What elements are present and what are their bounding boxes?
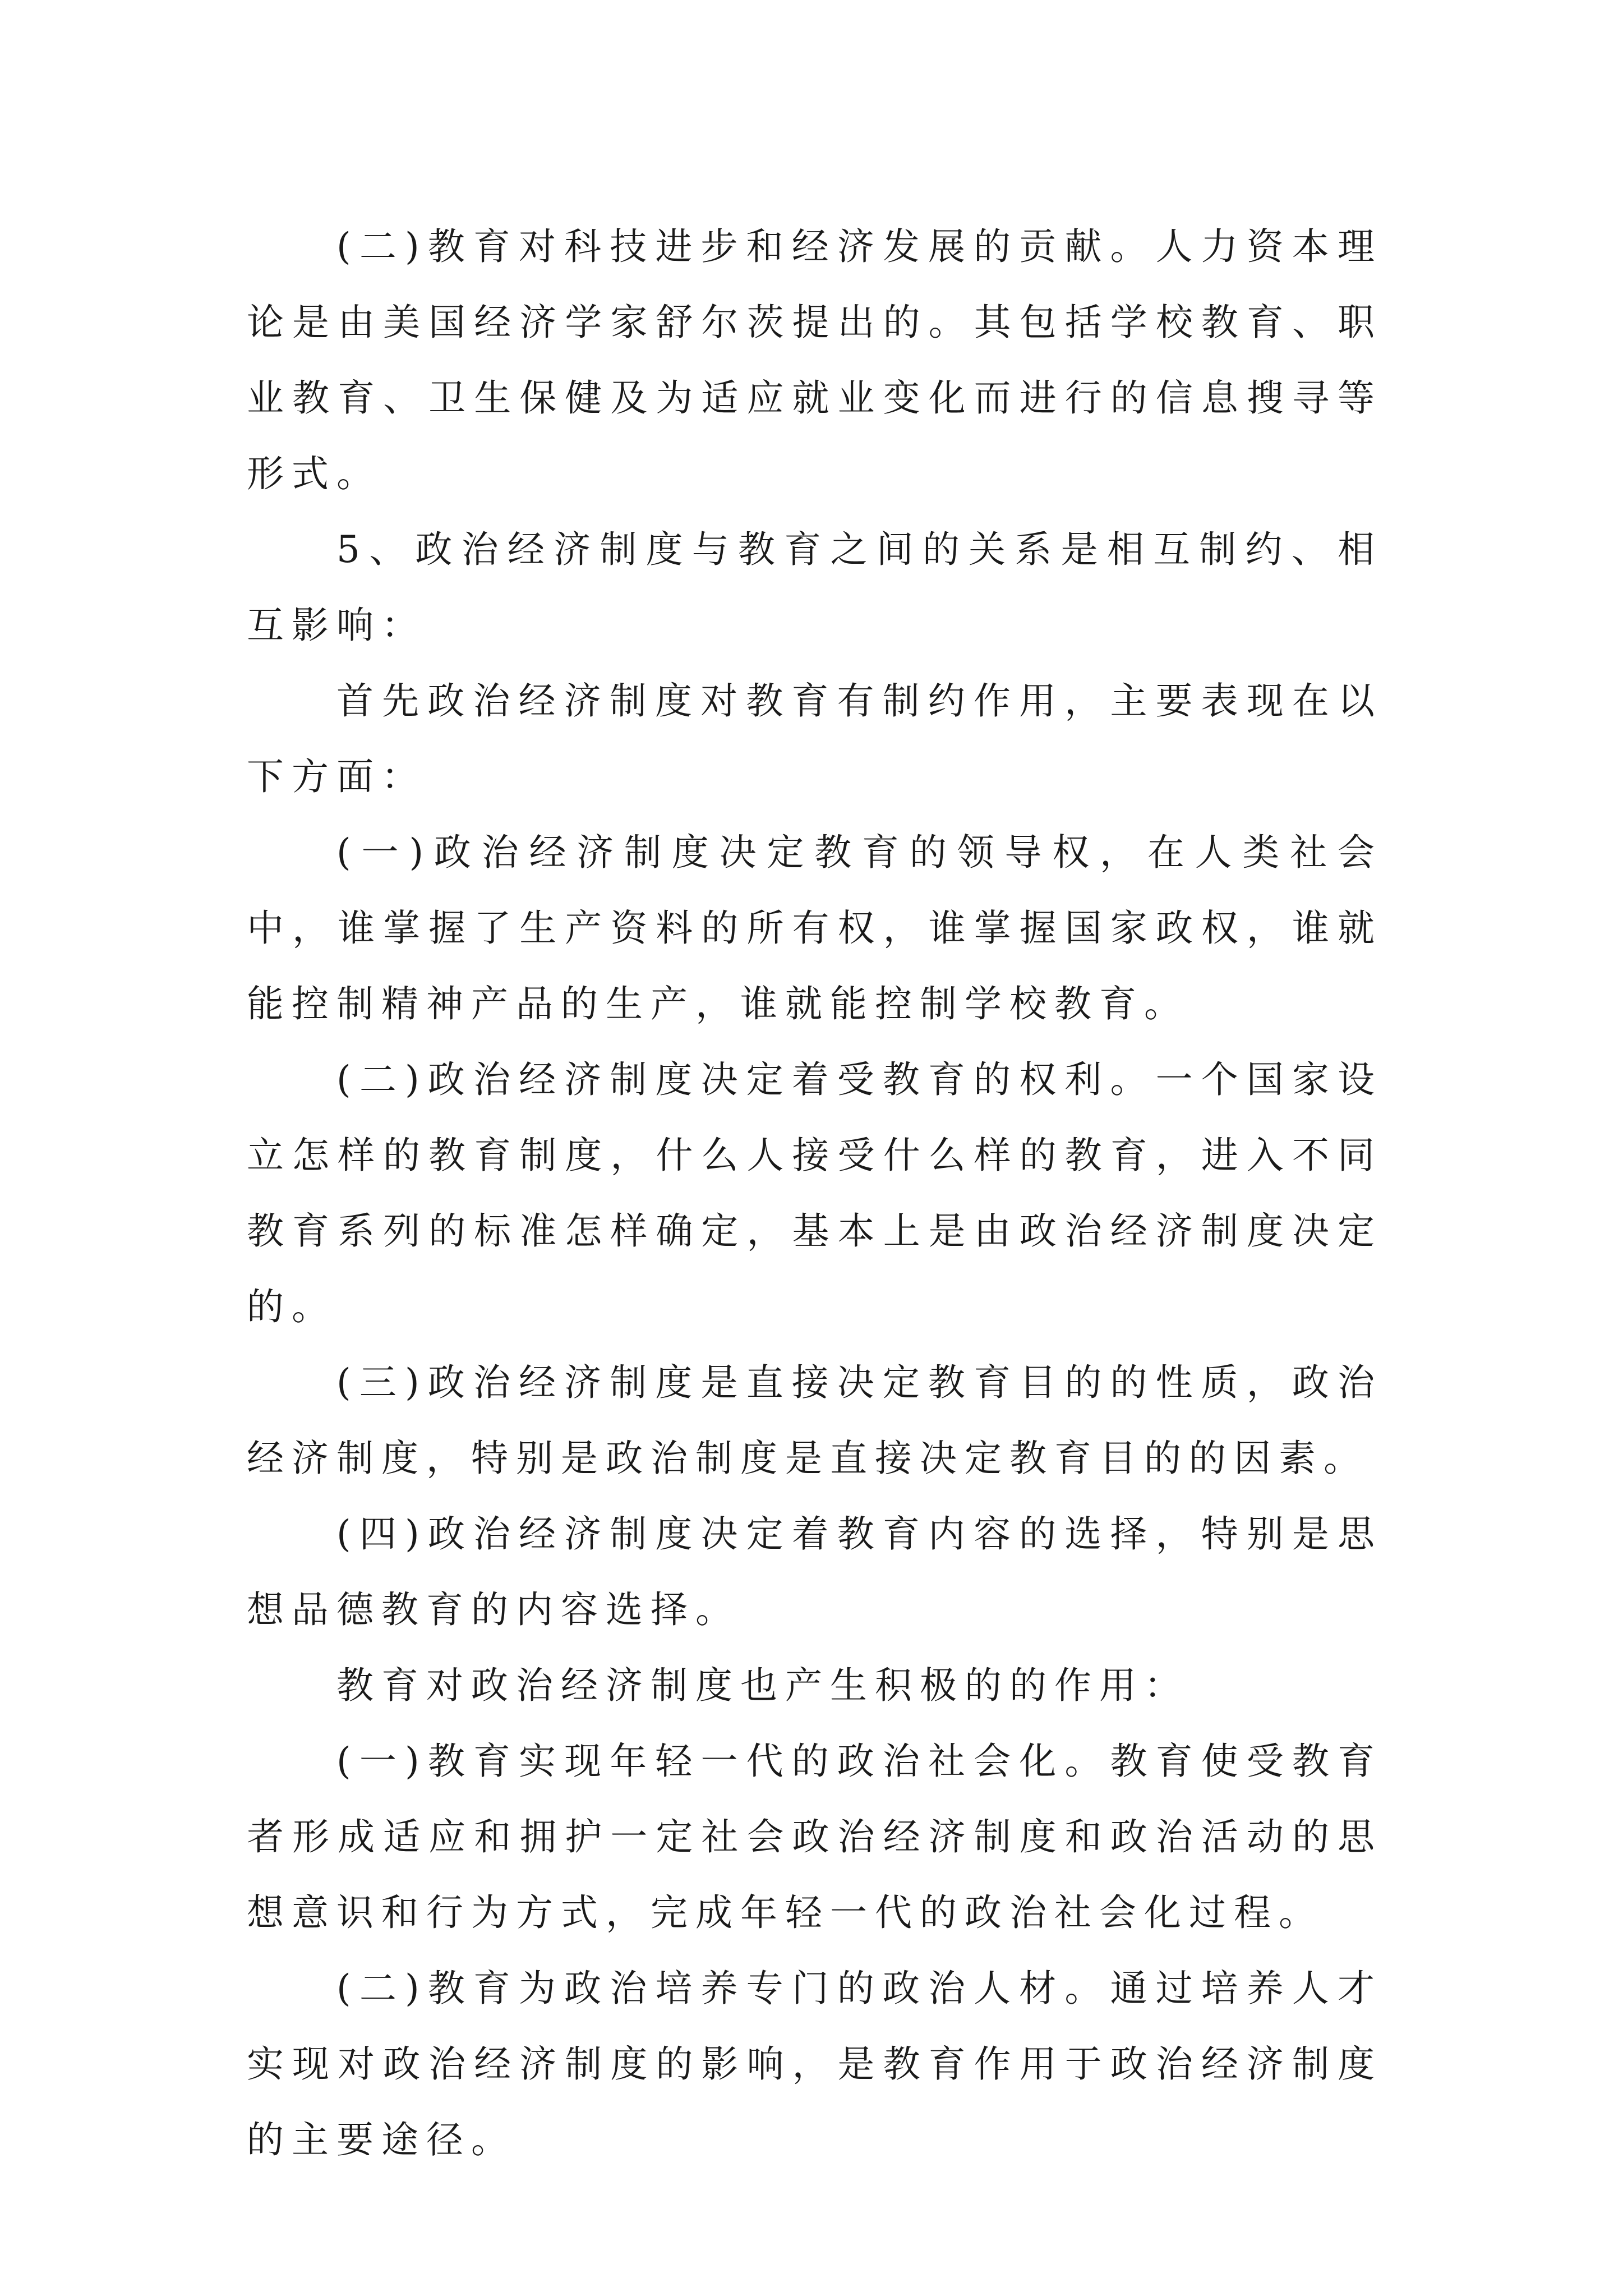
paragraph-9: (一)教育实现年轻一代的政治社会化。教育使受教育者形成适应和拥护一定社会政治经济制度和政治活动的思想意识和行为方式，完成年轻一代的政治社会化过程。 [247, 1740, 1382, 1934]
paragraph-1: (二)教育对科技进步和经济发展的贡献。人力资本理论是由美国经济学家舒尔茨提出的。其包括学校教育、职业教育、卫生保健及为适应就业变化而进行的信息搜寻等形式。 [247, 225, 1382, 495]
paragraph-4: (一)政治经济制度决定教育的领导权，在人类社会中，谁掌握了生产资料的所有权，谁掌握国家政权，谁就能控制精神产品的生产，谁就能控制学校教育。 [247, 831, 1382, 1025]
paragraph-5: (二)政治经济制度决定着受教育的权利。一个国家设立怎样的教育制度，什么人接受什么样的教育，进入不同教育系列的标准怎样确定，基本上是由政治经济制度决定的。 [247, 1058, 1382, 1328]
paragraph-10: (二)教育为政治培养专门的政治人材。通过培养人才实现对政治经济制度的影响，是教育作用于政治经济制度的主要途径。 [247, 1967, 1382, 2161]
document-page [247, 209, 1382, 2178]
paragraph-3: 首先政治经济制度对教育有制约作用，主要表现在以下方面： [247, 679, 1382, 798]
paragraph-6: (三)政治经济制度是直接决定教育目的的性质，政治经济制度，特别是政治制度是直接决定教育目的的因素。 [247, 1361, 1382, 1480]
paragraph-2: 5、政治经济制度与教育之间的关系是相互制约、相互影响： [247, 528, 1382, 647]
paragraph-8: 教育对政治经济制度也产生积极的的作用： [336, 1664, 1189, 1707]
paragraph-7: (四)政治经济制度决定着教育内容的选择，特别是思想品德教育的内容选择。 [247, 1512, 1382, 1631]
